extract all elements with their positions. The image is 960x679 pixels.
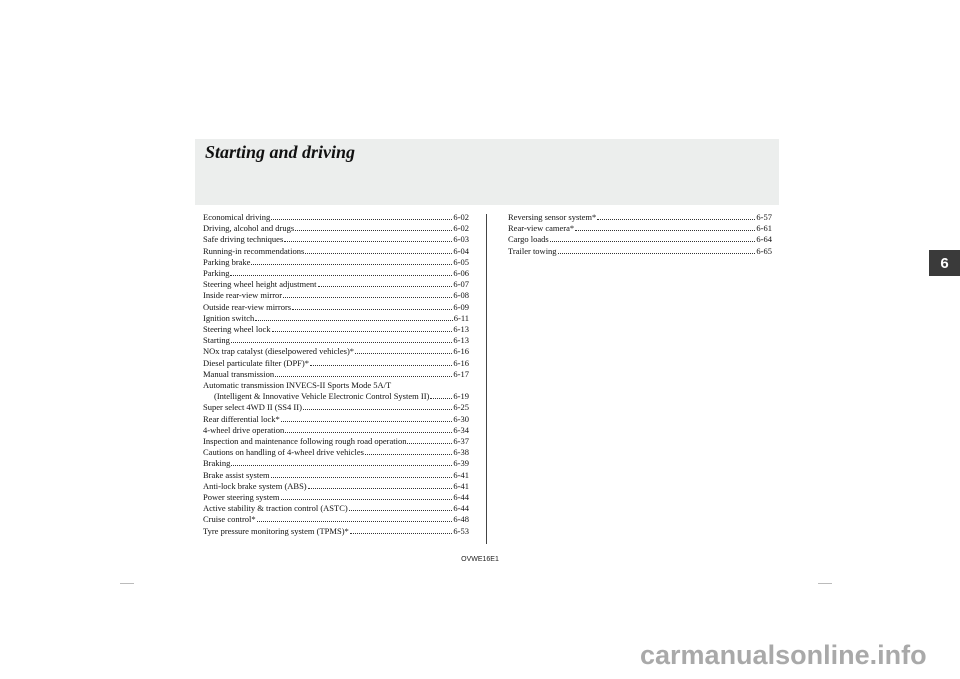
toc-entry-title: Rear differential lock* [203,413,280,424]
toc-entry-page: 6-13 [453,335,469,346]
toc-entry[interactable] [203,223,469,234]
toc-entry-page: 6-64 [756,234,772,245]
toc-entry-page: 6-44 [453,503,469,514]
toc-entry-title: Parking [203,268,230,279]
toc-leader-dots [257,514,453,522]
toc-leader-dots [550,234,756,242]
toc-entry-page: 6-34 [453,424,469,435]
toc-entry-title: Parking brake [203,256,251,267]
toc-entry-page: 6-16 [453,357,469,368]
toc-leader-dots [283,290,452,298]
toc-entry-page: 6-02 [453,223,469,234]
toc-entry-title: Anti-lock brake system (ABS) [203,480,307,491]
toc-entry-title: Safe driving techniques [203,234,284,245]
toc-entry-page: 6-25 [453,402,469,413]
toc-column-right [508,212,772,257]
toc-leader-dots [292,302,452,310]
toc-entry[interactable] [203,526,469,537]
toc-leader-dots [303,402,453,410]
toc-leader-dots [231,335,452,343]
toc-entry-page: 6-17 [453,368,469,379]
toc-entry-page: 6-53 [453,525,469,536]
toc-leader-dots [318,279,453,287]
toc-entry[interactable] [203,279,469,290]
toc-entry-title: Cautions on handling of 4-wheel drive vehicles [203,447,364,458]
toc-entry[interactable] [203,313,469,324]
toc-entry-title: 4-wheel drive operation [203,424,285,435]
toc-entry-title: Diesel particulate filter (DPF)* [203,357,309,368]
toc-entry[interactable] [203,447,469,458]
toc-entry-title: Cargo loads [508,234,549,245]
section-title: Starting and driving [205,142,356,162]
toc-leader-dots [285,425,452,433]
toc-entry[interactable] [203,302,469,313]
document-code: OVWE16E1 [461,556,499,563]
section-header-band [195,139,779,205]
toc-entry-title: Running-in recommendations [203,245,305,256]
toc-entry-title: Tyre pressure monitoring system (TPMS)* [203,525,349,536]
toc-entry-title: Manual transmission [203,368,275,379]
toc-entry[interactable] [203,481,469,492]
toc-entry-title: Active stability & traction control (ASTC) [203,503,348,514]
toc-entry[interactable] [203,414,469,425]
toc-entry-title: Outside rear-view mirrors [203,301,292,312]
column-divider [486,214,487,544]
toc-leader-dots [281,492,453,500]
toc-entry-page: 6-30 [453,413,469,424]
toc-entry-title: (Intelligent & Innovative Vehicle Electronic Control System II) [214,391,430,402]
toc-entry-page: 6-37 [453,436,469,447]
toc-entry-title: Steering wheel height adjustment [203,279,317,290]
crop-mark [818,583,832,584]
toc-entry-title: Driving, alcohol and drugs [203,223,295,234]
toc-leader-dots [558,246,756,254]
toc-entry[interactable] [203,346,469,357]
toc-leader-dots [275,369,452,377]
toc-entry-page: 6-16 [453,346,469,357]
toc-entry[interactable] [508,223,772,234]
toc-entry[interactable] [203,246,469,257]
toc-entry-title: Brake assist system [203,469,270,480]
toc-entry-page: 6-05 [453,256,469,267]
toc-entry-title: Steering wheel lock [203,324,271,335]
toc-entry[interactable] [508,212,772,223]
toc-leader-dots [281,414,453,422]
toc-leader-dots [305,246,452,254]
toc-leader-dots [350,526,453,534]
toc-entry-title: Automatic transmission INVECS-II Sports Mode 5A/T [203,380,392,391]
toc-entry-title: Rear-view camera* [508,223,575,234]
toc-entry-page: 6-19 [453,391,469,402]
toc-entry[interactable] [203,335,469,346]
toc-leader-dots [430,391,452,399]
toc-entry[interactable] [203,358,469,369]
toc-entry[interactable] [203,234,469,245]
toc-entry[interactable] [203,257,469,268]
toc-entry-page: 6-44 [453,492,469,503]
toc-entry[interactable] [203,436,469,447]
toc-entry-page: 6-13 [453,324,469,335]
toc-entry-page: 6-11 [453,312,469,323]
toc-entry-page: 6-48 [453,514,469,525]
crop-mark [120,583,134,584]
toc-entry-title: Inside rear-view mirror [203,290,283,301]
toc-entry-page: 6-41 [453,469,469,480]
toc-entry-page: 6-39 [453,458,469,469]
toc-leader-dots [597,212,755,220]
toc-entry[interactable] [203,391,469,402]
toc-leader-dots [355,346,452,354]
toc-leader-dots [251,257,452,265]
watermark: carmanualsonline.info [640,640,927,670]
toc-entry[interactable] [203,492,469,503]
toc-leader-dots [407,436,452,444]
toc-entry[interactable] [203,503,469,514]
toc-leader-dots [365,447,452,455]
toc-entry-page: 6-03 [453,234,469,245]
toc-entry-page: 6-06 [453,268,469,279]
toc-entry-title: Starting [203,335,230,346]
toc-leader-dots [271,470,453,478]
toc-entry[interactable] [203,324,469,335]
toc-leader-dots [349,503,453,511]
toc-leader-dots [272,324,453,332]
toc-entry-page: 6-08 [453,290,469,301]
toc-leader-dots [231,458,452,466]
toc-entry-title: NOx trap catalyst (dieselpowered vehicles)* [203,346,355,357]
toc-entry-title: Reversing sensor system* [508,212,597,222]
toc-entry[interactable] [203,514,469,525]
toc-entry[interactable] [203,369,469,380]
toc-entry[interactable] [203,458,469,469]
toc-entry[interactable] [508,246,772,257]
toc-entry-page: 6-65 [756,245,772,256]
toc-entry-page: 6-61 [756,223,772,234]
toc-entry-page: 6-07 [453,279,469,290]
toc-entry[interactable] [508,234,772,245]
toc-entry-page: 6-57 [756,212,772,222]
toc-entry-title: Trailer towing [508,245,557,256]
toc-entry-title: Super select 4WD II (SS4 II) [203,402,302,413]
toc-entry-title: Inspection and maintenance following rough road operation [203,436,407,447]
toc-entry-page: 6-41 [453,480,469,491]
toc-entry[interactable] [203,380,469,391]
toc-entry-page: 6-09 [453,301,469,312]
toc-leader-dots [295,223,452,231]
toc-entry-title: Power steering system [203,492,280,503]
toc-entry-title: Cruise control* [203,514,256,525]
toc-entry-page: 6-02 [453,212,469,222]
chapter-tab[interactable]: 6 [929,250,960,276]
toc-entry[interactable] [203,268,469,279]
toc-leader-dots [308,481,453,489]
toc-leader-dots [310,358,452,366]
toc-entry-page: 6-04 [453,245,469,256]
toc-leader-dots [284,234,452,242]
toc-entry[interactable] [203,470,469,481]
toc-entry-page: 6-38 [453,447,469,458]
toc-entry[interactable] [203,425,469,436]
toc-entry[interactable] [203,402,469,413]
toc-entry-title: Ignition switch [203,312,255,323]
toc-leader-dots [271,212,452,220]
toc-leader-dots [255,313,453,321]
toc-entry[interactable] [203,290,469,301]
toc-column-left [203,212,469,537]
toc-entry-title: Economical driving [203,212,271,222]
toc-leader-dots [575,223,755,231]
toc-entry-title: Braking [203,458,231,469]
toc-leader-dots [230,268,452,276]
toc-entry[interactable] [203,212,469,223]
